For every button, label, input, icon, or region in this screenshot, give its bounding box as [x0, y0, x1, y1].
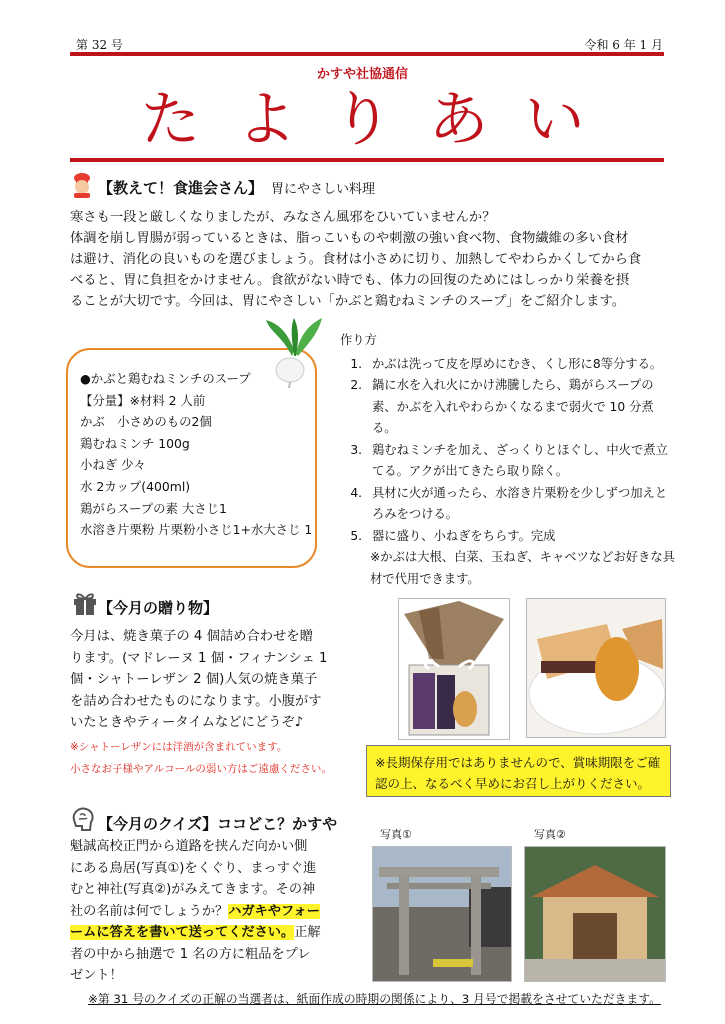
issue-number: 第 32 号 [76, 38, 123, 52]
gift-note-line: ※シャトーレザンには洋酒が含まれています。 [70, 741, 288, 753]
recipe-line: 鶏がらスープの素 大さじ1 [80, 500, 227, 516]
quiz-text: 正解 [294, 925, 321, 940]
recipe-method [340, 330, 675, 590]
recipe-line: 小ねぎ 少々 [80, 457, 146, 473]
footer-note: ※第 31 号のクイズの正解の当選者は、紙面作成の時期の関係により、3 月号で掲載をさせていただきます。 [88, 992, 661, 1006]
storage-note-line: 認の上、なるべく早めにお召し上がりください。 [375, 776, 651, 791]
newsletter-subtitle: かすや社協通信 [316, 67, 408, 82]
intro-line: 体調を崩し胃腸が弱っているときは、脂っこいものや刺激の強い食べ物、食物繊維の多い食材 [70, 231, 629, 246]
turnip-illustration [262, 316, 326, 392]
section-quiz-heading: 【今月のクイズ】ココどこ？かすや [98, 815, 338, 833]
newsletter-title: たよりあい [140, 85, 621, 155]
method-step: 4. 具材に火が通ったら、水溶き片栗粉を少しずつ加えとろみをつける。 [366, 483, 675, 526]
recipe-line: 【分量】※材料 2 人前 [80, 392, 206, 408]
photo1-caption: 写真① [380, 828, 412, 841]
section-gift-body [70, 626, 370, 734]
section-gift-heading: 【今月の贈り物】 [98, 599, 219, 617]
method-step: 5. 器に盛り、小ねぎをちらす。完成 [366, 526, 675, 548]
section-food-heading [98, 177, 375, 198]
method-step: 2. 鍋に水を入れ火にかけ沸騰したら、鶏がらスープの素、かぶを入れやわらかくなるまで弱火で 10 分煮る。 [366, 375, 675, 440]
gift-storage-note [366, 745, 671, 797]
header-rule-bottom [70, 158, 664, 162]
recipe-line: 水溶き片栗粉 片栗粉小さじ1+水大さじ 1 [80, 522, 313, 538]
sweets-photo [526, 598, 666, 738]
storage-note-line: ※長期保存用ではありませんので、賞味期限をご確 [375, 755, 661, 770]
issue-date: 令和 6 年 1 月 [584, 38, 663, 52]
header-rule-top [70, 52, 664, 56]
gift-line: ります。(マドレーヌ 1 個・フィナンシェ 1 [70, 650, 328, 666]
recipe-line: 水 2カップ(400ml) [80, 478, 191, 494]
gift-line: を詰め合わせたものになります。小腹がす [70, 693, 322, 709]
gift-icon [72, 590, 98, 620]
quiz-line: にある鳥居(写真①)をくぐり、まっすぐ進 [70, 860, 317, 876]
gift-line: 個・シャトーレザン 2 個)人気の焼き菓子 [70, 672, 318, 687]
gift-line: 今月は、焼き菓子の 4 個詰め合わせを贈 [70, 629, 313, 644]
photo2-caption: 写真② [534, 828, 566, 841]
section-quiz-body [70, 836, 370, 987]
quiz-line: ゼント！ [70, 968, 123, 983]
quiz-instruction-highlight: ームに答えを書いて送ってください。 [70, 925, 295, 940]
quiz-line [70, 901, 370, 923]
gift-bag-photo [398, 598, 510, 740]
recipe-line: ●かぶと鶏むねミンチのスープ [80, 371, 251, 386]
intro-line: ることが大切です。今回は、胃にやさしい「かぶと鶏むねミンチのスープ」をご紹介します。 [70, 294, 626, 309]
method-title: 作り方 [340, 333, 377, 347]
recipe-line: 鶏むねミンチ 100g [80, 435, 190, 451]
chef-icon [70, 172, 94, 202]
quiz-line: 魁誠高校正門から道路を挟んだ向かい側 [70, 839, 308, 854]
recipe-line: かぶ 小さめのもの2個 [80, 414, 212, 430]
shrine-photo [524, 846, 666, 982]
brain-icon [70, 806, 96, 836]
quiz-line: 者の中から抽選で 1 名の方に粗品をプレ [70, 946, 311, 962]
intro-line: 寒さも一段と厳しくなりましたが、みなさん風邪をひいていませんか？ [70, 210, 496, 225]
section-food-title: 【教えて！食進会さん】 [98, 179, 264, 197]
intro-line: べると、胃に負担をかけません。食欲がない時でも、体力の回復のためにはしっかり栄養を摂 [70, 273, 630, 288]
method-note: ※かぶは大根、白菜、玉ねぎ、キャベツなどお好きな具材で代用できます。 [370, 550, 675, 586]
gift-alcohol-note [70, 736, 332, 780]
torii-photo [372, 846, 512, 982]
section-food-intro [70, 207, 680, 312]
section-food-subtitle: 胃にやさしい料理 [271, 182, 376, 197]
gift-note-line: 小さなお子様やアルコールの弱い方はご遠慮ください。 [70, 763, 332, 775]
quiz-instruction-highlight: ハガキやフォー [228, 903, 320, 919]
method-step: 1. かぶは洗って皮を厚めにむき、くし形に8等分する。 [366, 354, 675, 376]
quiz-line: むと神社(写真②)がみえてきます。その神 [70, 882, 316, 897]
method-step: 3. 鶏むねミンチを加え、ざっくりとほぐし、中火で煮立てる。アクが出てきたら取り除く。 [366, 440, 675, 483]
gift-line: いたときやティータイムなどにどうぞ♪ [70, 715, 304, 730]
quiz-question: 社の名前は何でしょうか？ [70, 903, 229, 919]
quiz-line [70, 922, 370, 944]
intro-line: は避け、消化の良いものを選びましょう。食材は小さめに切り、加熱してやわらかくしてから食 [70, 252, 642, 267]
